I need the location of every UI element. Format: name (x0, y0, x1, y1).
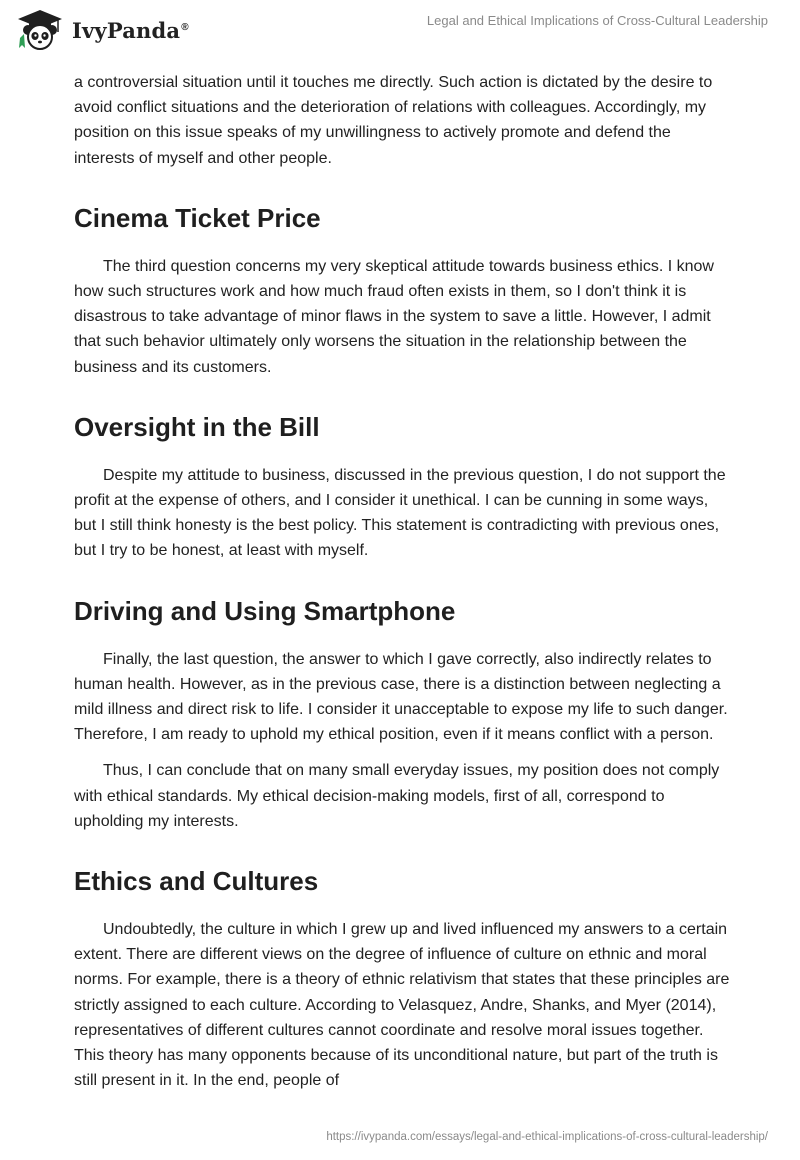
panda-graduate-icon (14, 8, 66, 52)
section-paragraph: Undoubtedly, the culture in which I grew up and lived influenced my answers to a certain extent. There are different views on the degree of influence of culture on ethnic and moral norms. For example, there is a theory of ethnic relativism that states that these principles are strictly assigned to each culture. According to Velasquez, Andre, Shanks, and Myer (2014), representatives of different cultures cannot coordinate and resolve moral issues together. This theory has many opponents because of its unconditional nature, but part of the truth is still present in it. In the end, people of (74, 921, 730, 1090)
section-heading-cinema-ticket-price: Cinema Ticket Price (74, 202, 321, 233)
source-url[interactable]: https://ivypanda.com/essays/legal-and-ethical-implications-of-cross-cultural-leadership/ (326, 1131, 768, 1143)
registered-mark: ® (181, 21, 189, 33)
section-heading-driving-and-using-smartphone: Driving and Using Smartphone (74, 595, 456, 626)
section-paragraph: Finally, the last question, the answer to which I gave correctly, also indirectly relates to human health. However, as in the previous case, there is a distinction between neglecting a mild illness and direct risk to life. I consider it unacceptable to expose my life to such danger. Therefore, I am ready to uphold my ethical position, even if it means conflict with a person. (74, 650, 728, 744)
document-title: Legal and Ethical Implications of Cross-Cultural Leadership (426, 13, 768, 28)
page-header (0, 0, 800, 60)
section-paragraph: The third question concerns my very skeptical attitude towards business ethics. I know how such structures work and how much fraud often exists in them, so I don't think it is disastrous to take advantage of minor flaws in the system to save a little. However, I admit that such behavior ultimately only worsens the situation in the relationship between the business and its customers. (74, 257, 714, 376)
essay-body (74, 70, 734, 1104)
ivypanda-logo[interactable] (14, 8, 189, 52)
section-heading-oversight-in-the-bill: Oversight in the Bill (74, 411, 320, 442)
brand-name: IvyPanda® (72, 17, 189, 43)
intro-paragraph: a controversial situation until it touches me directly. Such action is dictated by the desire to avoid conflict situations and the deterioration of relations with colleagues. Accordingly, my position on this issue speaks of my unwillingness to actively promote and defend the interests of myself and other people. (74, 74, 713, 167)
section-paragraph: Despite my attitude to business, discussed in the previous question, I do not support the profit at the expense of others, and I consider it unethical. I can be cunning in some ways, but I still think honesty is the best policy. This statement is contradicting with previous ones, but I try to be honest, at least with myself. (74, 466, 726, 560)
section-paragraph: Thus, I can conclude that on many small everyday issues, my position does not comply with ethical standards. My ethical decision-making models, first of all, correspond to upholding my interests. (74, 762, 720, 830)
section-heading-ethics-and-cultures: Ethics and Cultures (74, 866, 319, 897)
